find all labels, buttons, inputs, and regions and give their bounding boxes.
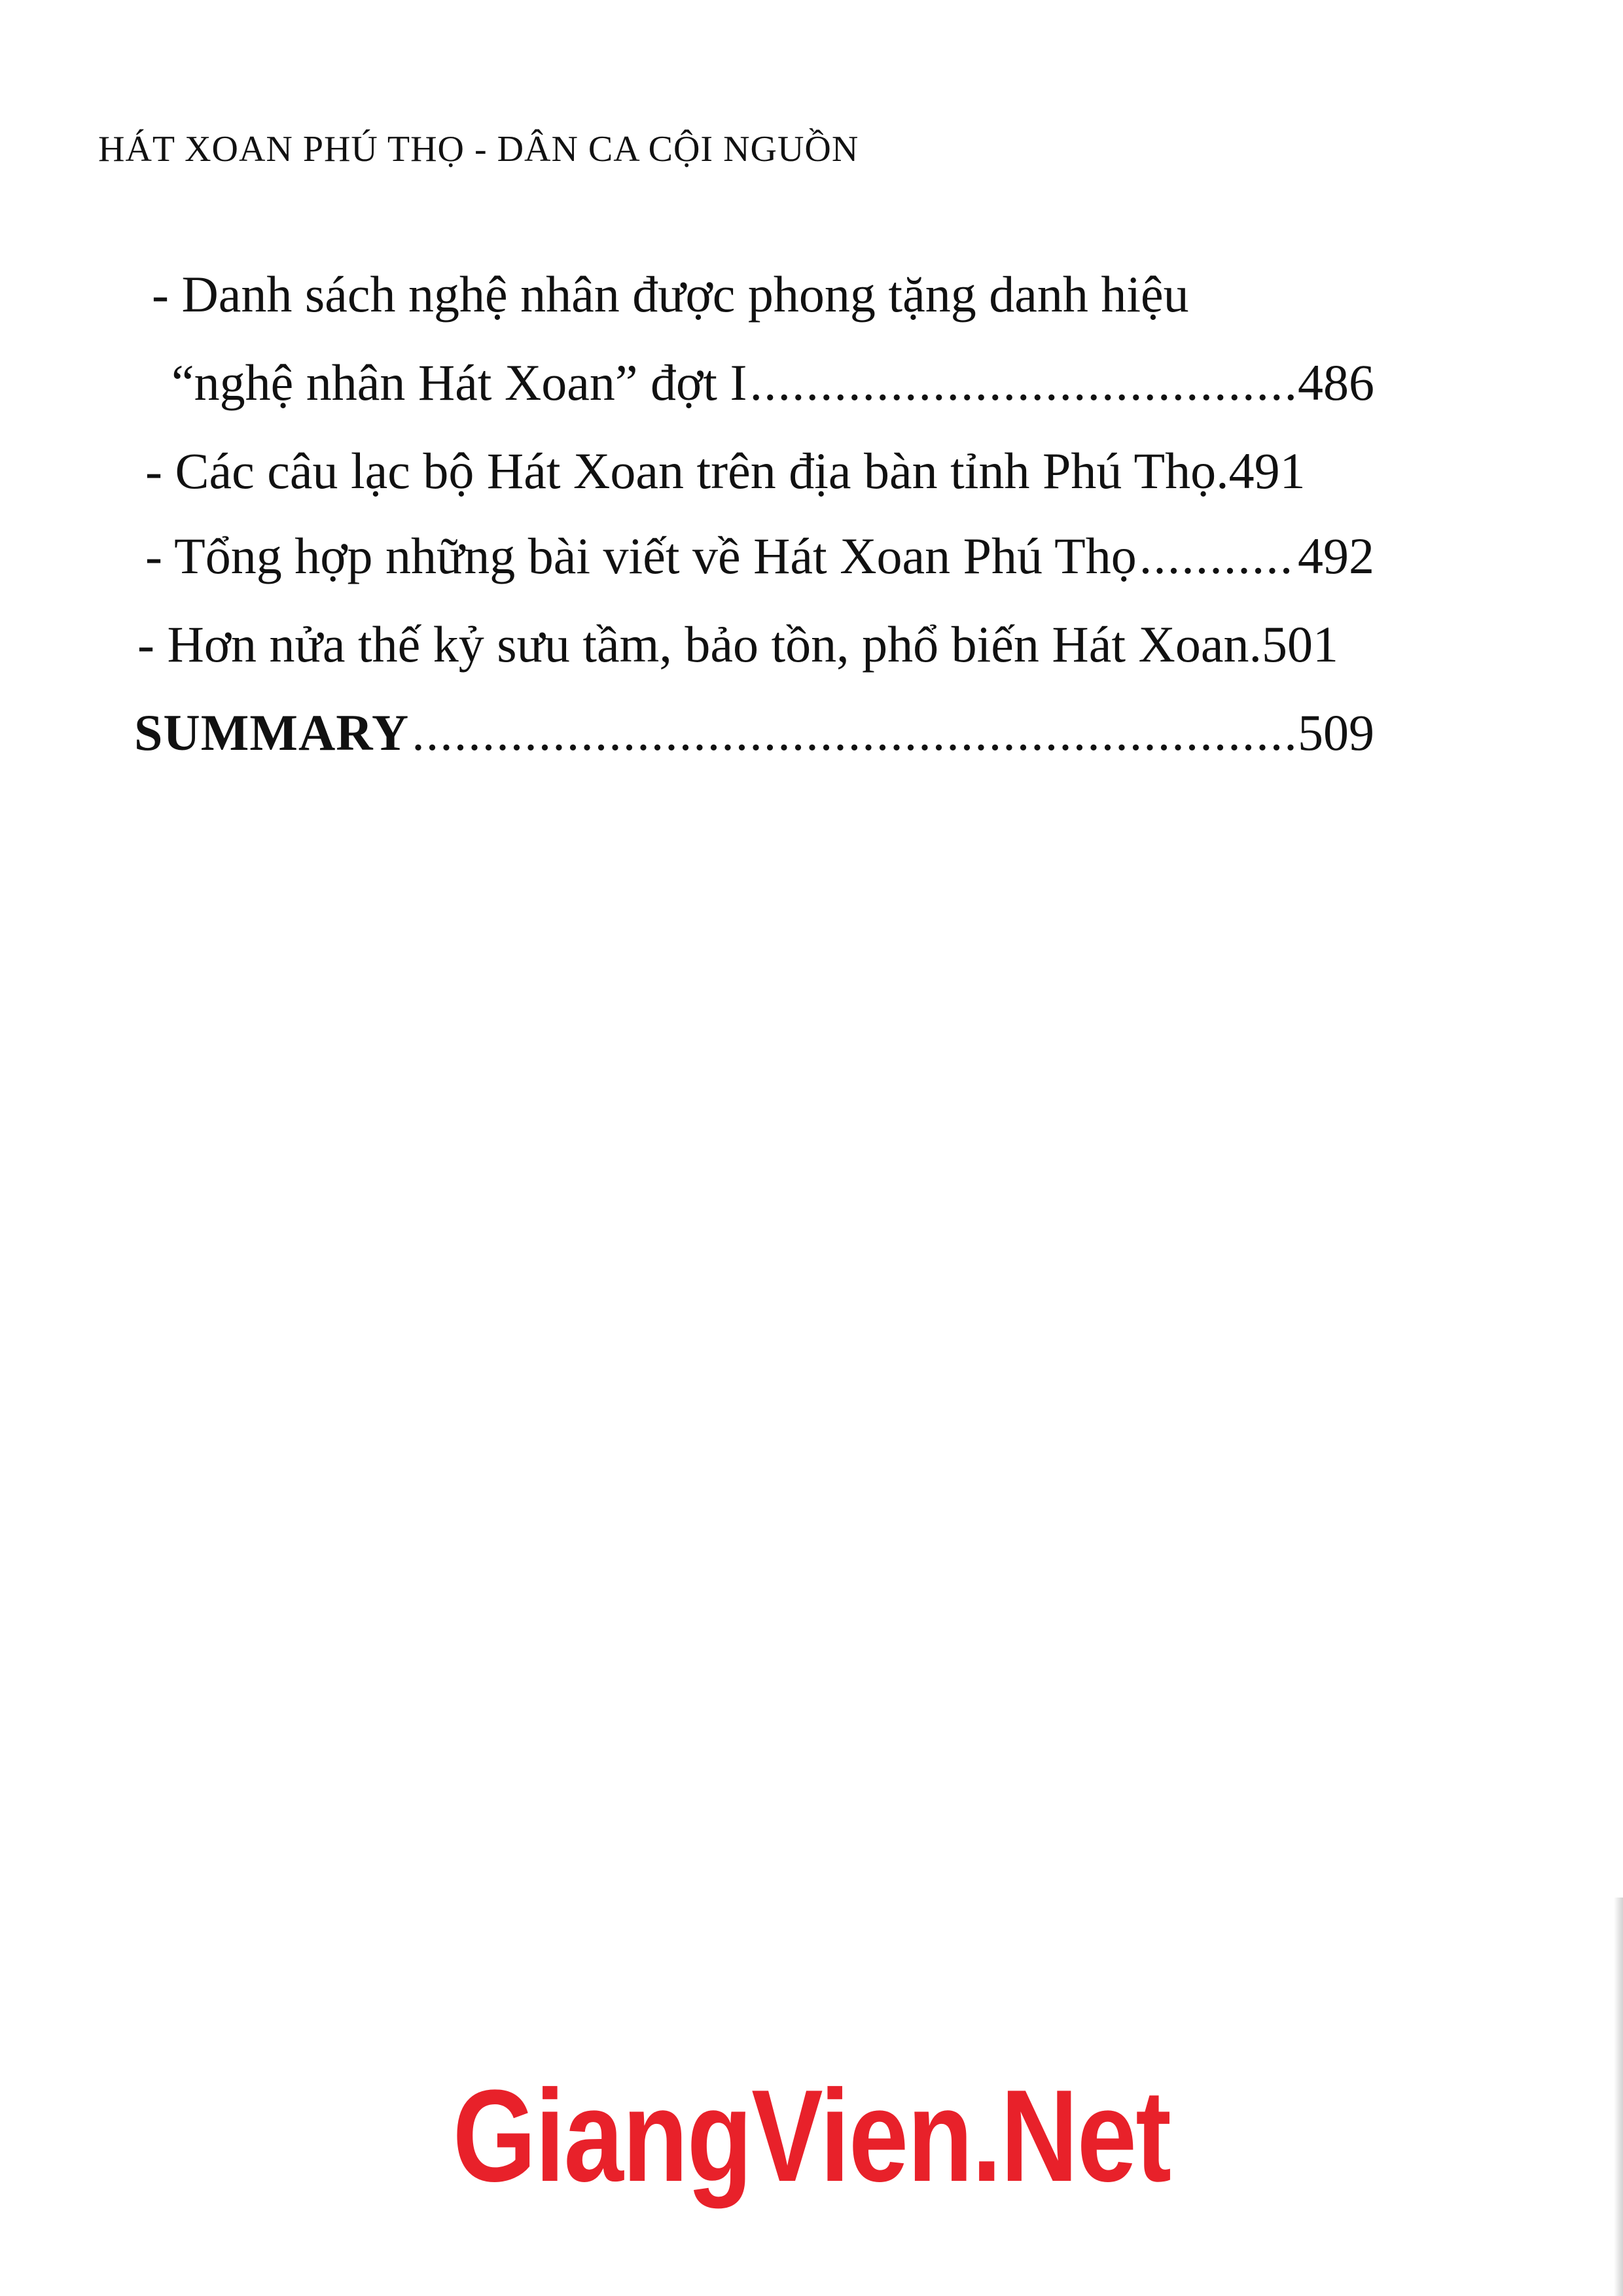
toc-entry-1-first-line: [152, 262, 1189, 327]
toc-entry-label: - Các câu lạc bộ Hát Xoan trên địa bàn tỉnh Phú Thọ.: [145, 442, 1229, 499]
toc-entry-label: - Hơn nửa thế kỷ sưu tầm, bảo tồn, phổ biến Hát Xoan.: [137, 616, 1262, 673]
toc-entry-3: [145, 523, 1374, 589]
toc-page-number: 492: [1298, 527, 1374, 584]
toc-entry-2: [145, 438, 1306, 504]
running-header: HÁT XOAN PHÚ THỌ - DÂN CA CỘI NGUỒN: [98, 129, 859, 169]
watermark-text: GiangVien.Net: [452, 2063, 1171, 2209]
toc-entry-label: SUMMARY: [134, 704, 410, 761]
page-edge-shadow: [1614, 1898, 1623, 2296]
toc-entry-label: - Danh sách nghệ nhân được phong tặng danh hiệu: [152, 266, 1189, 323]
toc-page-number: 486: [1298, 354, 1374, 411]
dot-leader: [749, 350, 1295, 415]
toc-page-number: 501: [1261, 616, 1338, 673]
toc-entry-4: [137, 612, 1338, 677]
dot-leader: [1139, 523, 1295, 589]
dot-leader: [412, 700, 1295, 766]
toc-entry-1: [171, 350, 1374, 415]
toc-page-number: 509: [1298, 704, 1374, 761]
table-of-contents: [0, 0, 1623, 818]
toc-entry-5: [134, 700, 1374, 766]
toc-entry-label: - Tổng hợp những bài viết về Hát Xoan Phú Thọ: [145, 527, 1137, 584]
toc-entry-label: “nghệ nhân Hát Xoan” đợt I: [171, 354, 747, 411]
toc-page-number: 491: [1228, 442, 1306, 499]
